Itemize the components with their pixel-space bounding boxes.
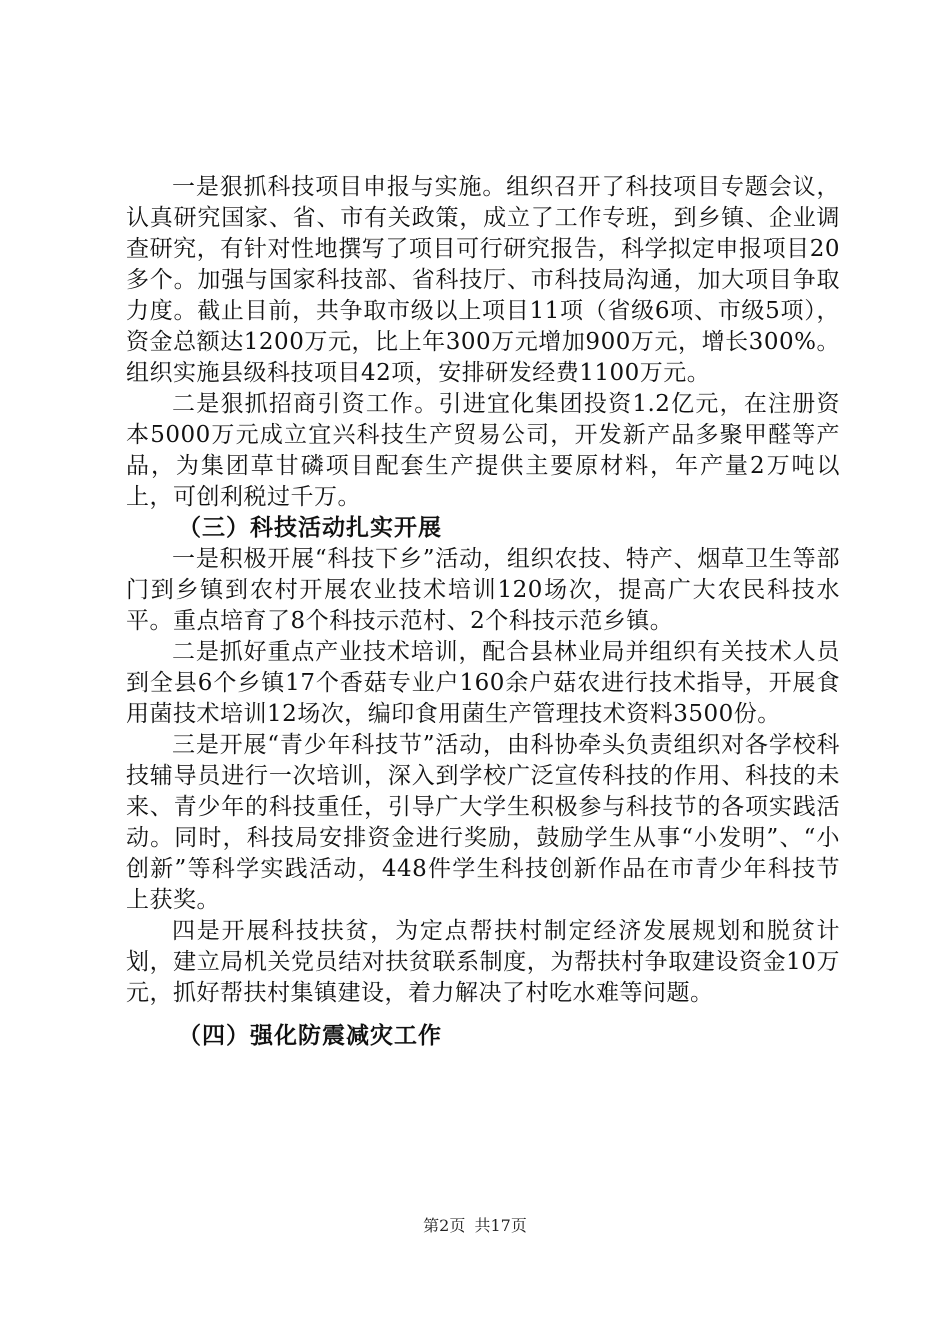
page-footer bbox=[0, 1213, 950, 1236]
section-heading-3: （三）科技活动扎实开展 bbox=[178, 515, 442, 541]
document-body bbox=[126, 172, 840, 1052]
section-heading-4: （四）强化防震减灾工作 bbox=[178, 1023, 442, 1049]
paragraph-project-application: 一是狠抓科技项目申报与实施。组织召开了科技项目专题会议，认真研究国家、省、市有关政策，成立了工作专班，到乡镇、企业调查研究，有针对性地撰写了项目可行研究报告，科学拟定申报项目20多个。加强与国家科技部、省科技厅、市科技局沟通，加大项目争取力度。截止目前，共争取市级以上项目11项（省级6项、市级5项），资金总额达1200万元，比上年300万元增加900万元，增长300%。组织实施县级科技项目42项，安排研发经费1100万元。 bbox=[126, 174, 840, 386]
paragraph-tech-to-countryside: 一是积极开展“科技下乡”活动，组织农技、特产、烟草卫生等部门到乡镇到农村开展农业技术培训120场次，提高广大农民科技水平。重点培育了8个科技示范村、2个科技示范乡镇。 bbox=[126, 546, 840, 634]
paragraph-youth-tech-festival: 三是开展“青少年科技节”活动，由科协牵头负责组织对各学校科技辅导员进行一次培训，深入到学校广泛宣传科技的作用、科技的未来、青少年的科技重任，引导广大学生积极参与科技节的各项实践活动。同时，科技局安排资金进行奖励，鼓励学生从事“小发明”、“小创新”等科学实践活动，448件学生科技创新作品在市青少年科技节上获奖。 bbox=[126, 732, 840, 913]
page-total: 共17页 bbox=[474, 1216, 527, 1235]
paragraph-poverty-alleviation: 四是开展科技扶贫，为定点帮扶村制定经济发展规划和脱贫计划，建立局机关党员结对扶贫联系制度，为帮扶村争取建设资金10万元，抓好帮扶村集镇建设，着力解决了村吃水难等问题。 bbox=[126, 918, 840, 1006]
paragraph-industry-training: 二是抓好重点产业技术培训，配合县林业局并组织有关技术人员到全县6个乡镇17个香菇专业户160余户菇农进行技术指导，开展食用菌技术培训12场次，编印食用菌生产管理技术资料3500份。 bbox=[126, 639, 840, 727]
paragraph-investment: 二是狠抓招商引资工作。引进宜化集团投资1.2亿元，在注册资本5000万元成立宜兴科技生产贸易公司，开发新产品多聚甲醛等产品，为集团草甘磷项目配套生产提供主要原材料，年产量2万吨以上，可创利税过千万。 bbox=[126, 391, 840, 510]
page-number: 第2页 bbox=[423, 1216, 466, 1235]
